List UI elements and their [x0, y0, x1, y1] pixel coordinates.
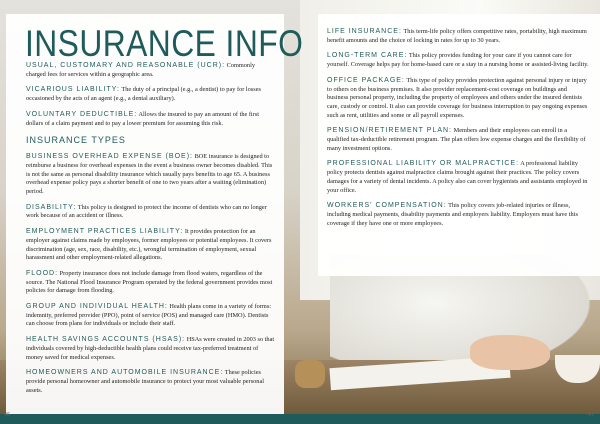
definition-entry [26, 369, 276, 395]
definition-term: PENSION/RETIREMENT PLAN: [327, 127, 453, 135]
definition-term: FLOOD: [26, 269, 59, 277]
definition-term: HOMEOWNERS AND AUTOMOBILE INSURANCE: [26, 369, 224, 377]
definition-text: This type of policy provides protection against personal injury or injury to others on the business premises. It also provider replacement-cost coverage on buildings and business personal property, including the property of employees and others under the insured dentists care, custody or control. It also can provide coverage for business interruption to pay ongoing expenses such as rent, utilities and some or all payroll expenses. [327, 76, 588, 119]
definition-text: Members and their employees can enroll in a qualified tax-deductible retirement program. The plan offers low expense charges and the flexibility of many investment options. [327, 127, 586, 152]
definition-entry [327, 52, 589, 69]
definition-term: LONG-TERM CARE: [327, 52, 408, 60]
definition-term: DISABILITY: [26, 203, 77, 211]
definition-entry [26, 111, 276, 128]
definition-text: This policy is designed to protect the income of dentists who can no longer work because of an accident or illness. [26, 203, 267, 220]
definition-entry [327, 160, 589, 195]
section-heading: INSURANCE TYPES [26, 135, 126, 146]
definition-text: The duty of a principal (e.g., a dentist) to pay for losses occasioned by the acts of an agent (e.g., a dental auxiliary). [26, 86, 261, 103]
definition-text: This term-life policy offers competitive rates, portability, high maximum benefit amounts and the choice of locking in rates for up to 30 years. [327, 28, 587, 44]
insurance-types-list-right [327, 28, 589, 228]
definition-entry [26, 336, 276, 362]
definition-entry [327, 202, 589, 228]
definition-entry [26, 153, 276, 197]
definition-text: It provides protection for an employer against claims made by employees, former employees or potential employees. It covers discrimination (age, sex, race, disability, etc.), wrongful termination of employment, sexual harassment and other employment-related allegations. [26, 228, 272, 262]
definition-text: Allows the insured to pay an amount of the first dollars of a claim payment and to pay a lower premium for assuming this risk. [26, 110, 259, 127]
intro-definitions [26, 62, 276, 128]
definition-entry [327, 77, 589, 121]
definition-text: Property insurance does not include damage from flood waters, regardless of the source. The National Flood Insurance Program operated by the federal government provides most policies for damage from flooding. [26, 269, 273, 295]
definition-entry [26, 228, 276, 263]
definition-term: WORKERS' COMPENSATION: [327, 202, 447, 210]
definition-text: Health plans come in a variety of forms: indemnity, preferred provider (PPO), point of service (POS) and managed care (HMO). Dentists can choose from plans for individuals or include their staff. [26, 303, 272, 328]
definition-term: VOLUNTARY DEDUCTIBLE: [26, 110, 138, 118]
left-column [26, 62, 276, 402]
definition-term: OFFICE PACKAGE: [327, 76, 405, 84]
page-number-right: 47 [588, 412, 595, 418]
definition-text: HSAs were created in 2003 so that individuals covered by high-deductible health plans could receive tax-preferred treatment of money saved for medical expenses. [26, 336, 275, 361]
definition-entry [327, 28, 589, 45]
definition-entry [26, 270, 276, 296]
definition-text: A professional liability policy protects dentists against malpractice claims brought against their practices. The policy covers damages for a variety of dental incidents. A policy also can cover hygienists and assistants employed in your office. [327, 160, 588, 194]
right-column [327, 28, 589, 235]
definition-text: BOE insurance is designed to reimburse a business for overhead expenses in the event a business owner becomes disabled. This is not the same as personal disability insurance which usually pays benefits to age 65. A business overhead expense policy pays a shorter benefit of one to two years after a waiting (elimination) period. [26, 153, 273, 196]
definition-term: LIFE INSURANCE: [327, 28, 402, 35]
definition-text: Commonly charged fees for services within a geographic area. [26, 62, 255, 78]
page-number-left: 46 [4, 412, 11, 418]
definition-term: USUAL, CUSTOMARY AND REASONABLE (UCR): [26, 62, 226, 69]
definition-entry [26, 86, 276, 103]
definition-term: EMPLOYMENT PRACTICES LIABILITY: [26, 228, 184, 236]
definition-entry [26, 303, 276, 329]
page-title: INSURANCE INFO [25, 23, 304, 64]
definition-text: This policy provides funding for your care if you cannot care for yourself. Coverage helps pay for home-based care or a stay in a nursing home or assisted-living facility. [327, 52, 589, 69]
footer-bar [0, 414, 600, 424]
definition-term: GROUP AND INDIVIDUAL HEALTH: [26, 303, 168, 311]
definition-term: BUSINESS OVERHEAD EXPENSE (BOE): [26, 153, 193, 161]
insurance-types-list-left [26, 153, 276, 395]
definition-entry [26, 62, 276, 79]
definition-term: PROFESSIONAL LIABILITY OR MALPRACTICE: [327, 160, 520, 168]
definition-term: VICARIOUS LIABILITY: [26, 86, 120, 94]
definition-term: HEALTH SAVINGS ACCOUNTS (HSAS): [26, 336, 186, 344]
definition-text: These policies provide personal homeowner and automobile insurance to protect your most valuable personal assets. [26, 369, 264, 394]
definition-text: This policy covers job-related injuries or illness, including medical payments, disability payments and employers liability. Employers must have this coverage if they have one or more employees. [327, 202, 578, 227]
definition-entry [26, 204, 276, 221]
definition-entry [327, 127, 589, 153]
